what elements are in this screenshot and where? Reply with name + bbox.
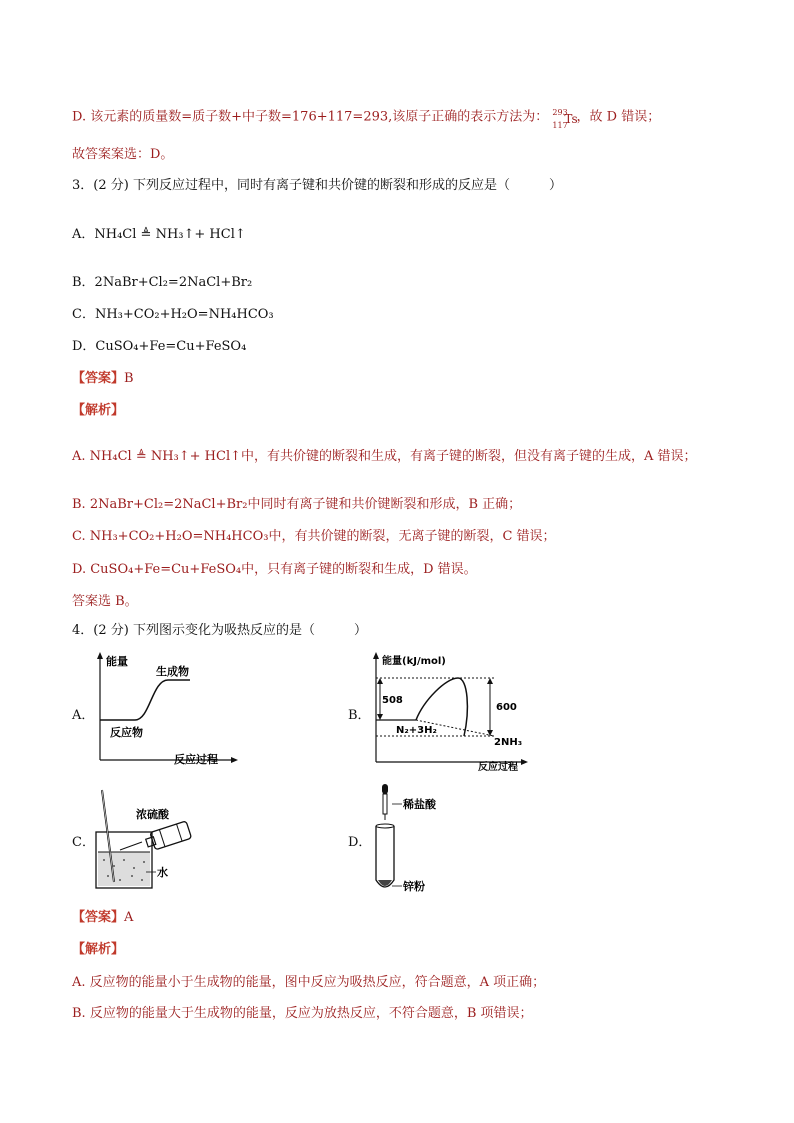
figure-c-beaker-illustration — [90, 786, 210, 896]
q4-explanation-a: A. 反应物的能量小于生成物的能量，图中反应为吸热反应，符合题意，A 项正确； — [72, 975, 546, 990]
figure-d-powder-label: 锌粉 — [403, 880, 425, 893]
prev-explanation-d-tail: ，故 D 错误； — [576, 109, 661, 125]
figure-b-600-arrowhead-top — [487, 678, 493, 684]
figure-a-y-arrow — [97, 652, 103, 659]
figure-d-tube-mouth — [376, 824, 394, 828]
figure-b-y-arrow — [373, 652, 379, 659]
prev-explanation-d — [72, 108, 661, 130]
q3-explanation-a: A. NH₄Cl ≜ NH₃↑+ HCl↑中，有共价键的断裂和生成，有离子键的断裂，但没有离子键的生成，A 错误； — [72, 449, 697, 464]
figure-a-x-arrow — [231, 757, 238, 763]
figure-a-curve — [100, 680, 190, 720]
q4-answer — [72, 909, 133, 927]
q3-analysis-label: 【解析】 — [72, 403, 125, 418]
q4-option-c-label: C． — [72, 835, 95, 850]
figure-a-energy-diagram — [90, 650, 240, 768]
figure-a-reactant-label: 反应物 — [110, 726, 143, 739]
q4-stem: 4．(2 分) 下列图示变化为吸热反应的是（ ） — [72, 623, 367, 638]
q3-option-b: B．2NaBr+Cl₂=2NaCl+Br₂ — [72, 275, 253, 290]
figure-d-test-tube-illustration — [366, 782, 486, 898]
q3-answer — [72, 370, 134, 388]
figure-b-value-right: 600 — [496, 702, 517, 713]
q3-option-a: A．NH₄Cl ≜ NH₃↑+ HCl↑ — [72, 227, 246, 242]
figure-d-dropper-tube — [383, 794, 387, 814]
figure-a-ylabel: 能量 — [106, 655, 128, 668]
figure-b-508-arrowhead-bottom — [377, 714, 383, 720]
figure-c-water-label: 水 — [157, 866, 168, 879]
prev-explanation-d-text: D. 该元素的质量数=质子数+中子数=176+117=293,该原子正确的表示方法为： — [72, 109, 549, 125]
figure-a-xlabel: 反应过程 — [174, 753, 218, 766]
figure-b-xlabel: 反应过程 — [478, 762, 518, 772]
figure-b-product-label: 2NH₃ — [494, 737, 523, 748]
q3-explanation-b: B. 2NaBr+Cl₂=2NaCl+Br₂中同时有离子键和共价键断裂和形成，B 正确； — [72, 497, 522, 512]
figure-d-acid-label: 稀盐酸 — [403, 798, 436, 811]
q4-option-a-label: A． — [72, 708, 95, 723]
q3-conclusion: 答案选 B。 — [72, 594, 138, 609]
figure-a-product-label: 生成物 — [156, 665, 189, 678]
nuclide-notation — [552, 108, 578, 130]
nuclide-mass: 293 — [552, 108, 568, 117]
figure-b-value-left: 508 — [382, 695, 403, 706]
figure-b-reactant-label: N₂+3H₂ — [396, 725, 437, 736]
q4-answer-label: 【答案】 — [72, 910, 125, 925]
nuclide-number: 117 — [552, 121, 568, 130]
q3-answer-value: B — [124, 371, 134, 386]
figure-d-test-tube — [376, 826, 394, 887]
q3-answer-label: 【答案】 — [72, 371, 125, 386]
q3-stem: 3．(2 分) 下列反应过程中，同时有离子键和共价键的断裂和形成的反应是（ ） — [72, 178, 562, 193]
prev-conclusion: 故答案案选：D。 — [72, 147, 174, 162]
q3-explanation-d: D. CuSO₄+Fe=Cu+FeSO₄中，只有离子键的断裂和生成，D 错误。 — [72, 562, 477, 577]
q3-explanation-c: C. NH₃+CO₂+H₂O=NH₄HCO₃中，有共价键的断裂，无离子键的断裂，C 错误； — [72, 529, 556, 544]
q3-option-d: D．CuSO₄+Fe=Cu+FeSO₄ — [72, 339, 247, 354]
figure-c-reagent-bottle — [144, 821, 191, 852]
q4-analysis-label: 【解析】 — [72, 942, 125, 957]
figure-c-acid-label: 浓硫酸 — [136, 808, 169, 821]
figure-b-ylabel: 能量(kJ/mol) — [382, 656, 446, 667]
nuclide-symbol: Ts — [564, 112, 578, 126]
q4-explanation-b: B. 反应物的能量大于生成物的能量，反应为放热反应，不符合题意，B 项错误； — [72, 1006, 533, 1021]
q4-option-d-label: D． — [348, 835, 372, 850]
figure-b-508-arrowhead-top — [377, 678, 383, 684]
figure-d-dropper-bulb — [382, 784, 388, 794]
figure-b-energy-diagram — [366, 650, 536, 772]
q4-option-b-label: B． — [348, 708, 371, 723]
q4-answer-value: A — [124, 910, 134, 925]
figure-b-x-arrow — [521, 759, 528, 765]
q3-option-c: C．NH₃+CO₂+H₂O=NH₄HCO₃ — [72, 307, 274, 322]
figure-c-pour-stream — [120, 842, 142, 850]
